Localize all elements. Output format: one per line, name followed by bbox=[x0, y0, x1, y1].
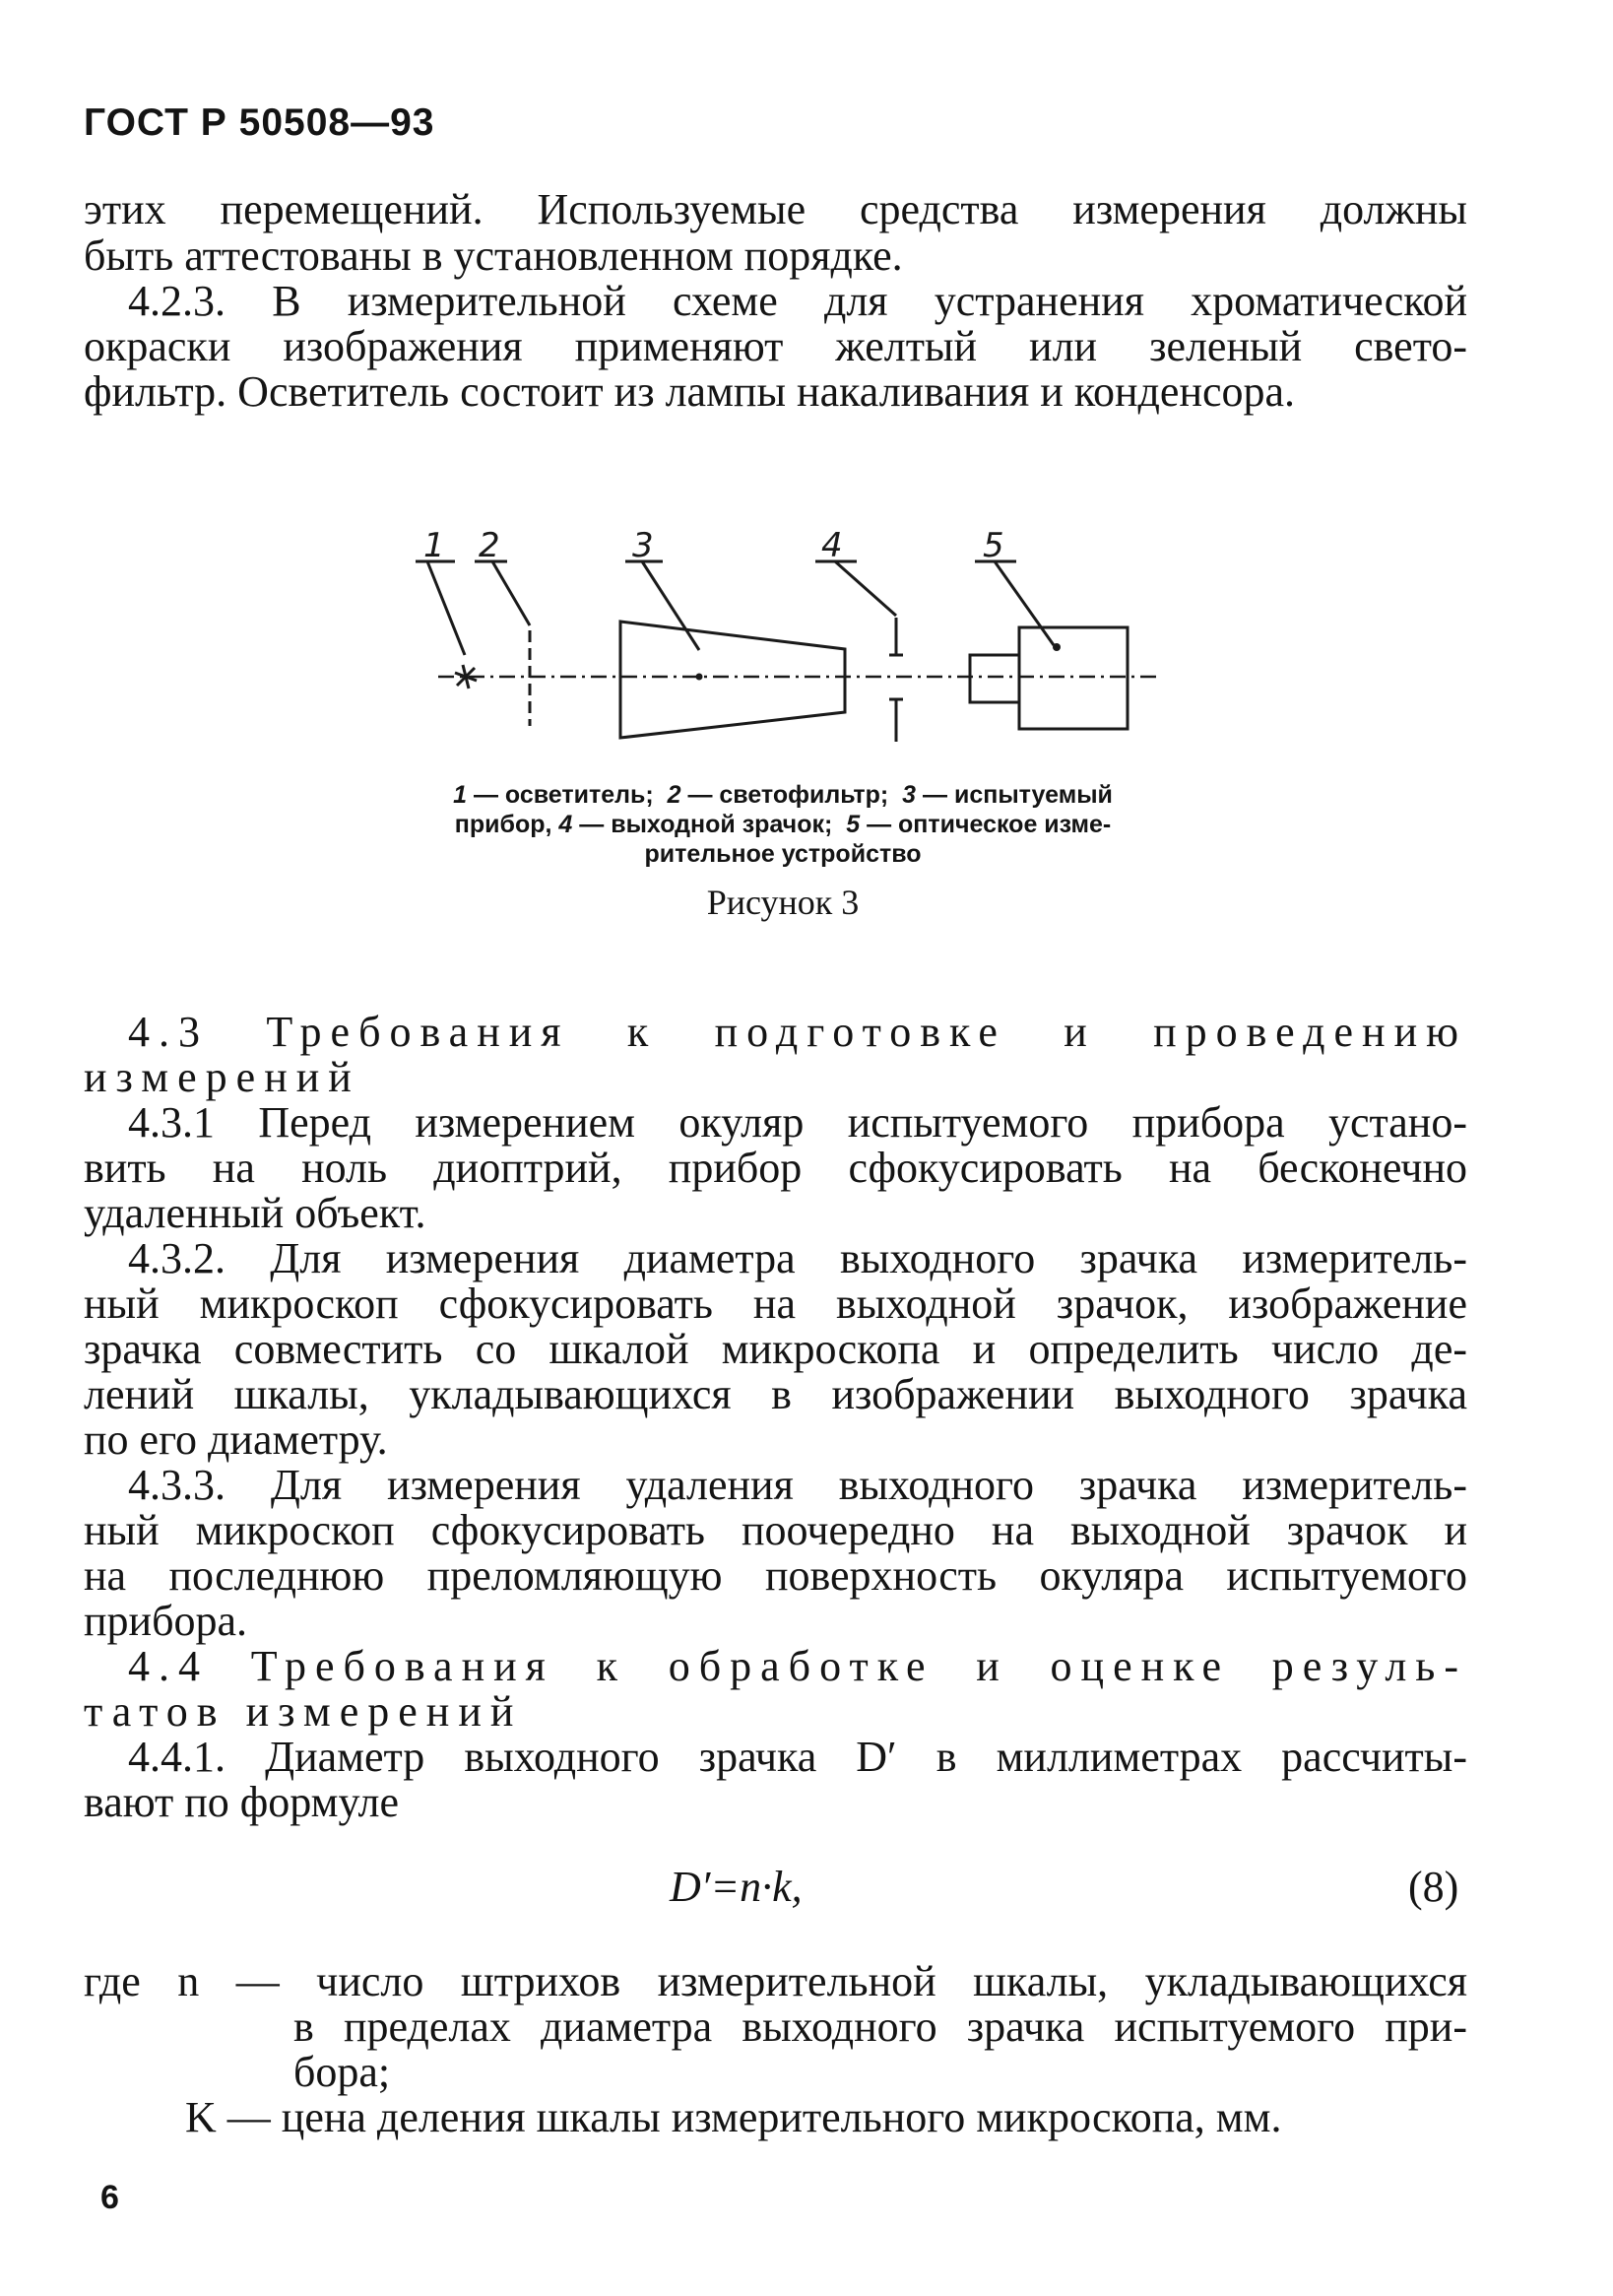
figure-legend-line: рительное устройство bbox=[644, 840, 922, 868]
paragraph-line: окраски изображения применяют желтый или зеленый свето- bbox=[84, 322, 1467, 370]
figure-label-3: 3 bbox=[632, 526, 654, 565]
section-heading: татов измерений bbox=[84, 1687, 523, 1736]
definition-line: где n — число штрихов измерительной шкалы, укладывающихся bbox=[84, 1957, 1467, 2005]
document-header: ГОСТ Р 50508—93 bbox=[84, 101, 435, 144]
legend-number: 1 bbox=[453, 781, 467, 809]
figure-legend-line bbox=[374, 810, 1192, 839]
formula-number: (8) bbox=[1408, 1863, 1459, 1911]
leader-line bbox=[427, 561, 465, 655]
section-heading: измерений bbox=[84, 1053, 360, 1101]
legend-text: — осветитель; bbox=[473, 781, 654, 809]
paragraph-line: 4.3.1 Перед измерением окуляр испытуемого прибора устано- bbox=[128, 1098, 1467, 1147]
definition-line: в пределах диаметра выходного зрачка испытуемого при- bbox=[293, 2002, 1467, 2051]
measuring-device-body bbox=[1019, 627, 1128, 729]
leader-line bbox=[995, 561, 1054, 645]
paragraph-line: вить на ноль диоптрий, прибор сфокусировать на бесконечно bbox=[84, 1144, 1467, 1192]
paragraph-line: 4.3.2. Для измерения диаметра выходного зрачка измеритель- bbox=[128, 1234, 1467, 1282]
figure-caption: Рисунок 3 bbox=[706, 883, 860, 922]
paragraph-line: ный микроскоп сфокусировать на выходной зрачок, изображение bbox=[84, 1279, 1467, 1328]
paragraph-line: по его диаметру. bbox=[84, 1415, 388, 1464]
page-number: 6 bbox=[100, 2179, 119, 2216]
legend-text: — выходной зрачок; bbox=[579, 811, 833, 838]
paragraph-line: лений шкалы, укладывающихся в изображении выходного зрачка bbox=[84, 1370, 1467, 1418]
formula: D′=n·k, bbox=[670, 1863, 803, 1911]
figure-legend-line bbox=[374, 780, 1192, 810]
legend-text: прибор, bbox=[454, 811, 552, 838]
legend-number: 2 bbox=[667, 781, 681, 809]
paragraph-line: ный микроскоп сфокусировать поочередно на выходной зрачок и bbox=[84, 1506, 1467, 1554]
device-center-dot bbox=[1053, 643, 1061, 651]
figure-label-4: 4 bbox=[821, 526, 843, 565]
figure-label-5: 5 bbox=[983, 526, 1004, 565]
legend-text: — светофильтр; bbox=[687, 781, 889, 809]
instrument-center-dot bbox=[696, 674, 703, 681]
paragraph-line: удаленный объект. bbox=[84, 1189, 426, 1237]
tested-instrument-shape bbox=[620, 622, 845, 738]
leader-line bbox=[835, 561, 896, 616]
paragraph-line: вают по формуле bbox=[84, 1778, 400, 1826]
paragraph-line: 4.4.1. Диаметр выходного зрачка D′ в миллиметрах рассчиты- bbox=[128, 1733, 1467, 1781]
paragraph-line: зрачка совместить со шкалой микроскопа и определить число де- bbox=[84, 1325, 1467, 1373]
leader-line bbox=[492, 561, 530, 625]
legend-text: — оптическое изме- bbox=[867, 811, 1112, 838]
paragraph-line: на последнюю преломляющую поверхность окуляра испытуемого bbox=[84, 1551, 1467, 1600]
figure-label-1: 1 bbox=[423, 526, 445, 565]
paragraph-line: этих перемещений. Используемые средства измерения должны bbox=[84, 185, 1467, 233]
optical-scheme-figure bbox=[414, 507, 1182, 773]
paragraph-line: прибора. bbox=[84, 1597, 248, 1645]
paragraph-line: быть аттестованы в установленном порядке. bbox=[84, 231, 903, 280]
legend-number: 3 bbox=[902, 781, 917, 809]
section-heading: 4.4 Требования к обработке и оценке резуль- bbox=[128, 1642, 1467, 1690]
figure-label-2: 2 bbox=[479, 526, 500, 565]
measuring-device-eyepiece bbox=[970, 655, 1019, 702]
section-heading: 4.3 Требования к подготовке и проведению bbox=[128, 1008, 1467, 1056]
legend-number: 5 bbox=[846, 811, 861, 838]
legend-number: 4 bbox=[558, 811, 573, 838]
paragraph-line: фильтр. Осветитель состоит из лампы накаливания и конденсора. bbox=[84, 367, 1296, 416]
definition-line: K — цена деления шкалы измерительного микроскопа, мм. bbox=[185, 2093, 1282, 2141]
definition-line: бора; bbox=[293, 2048, 391, 2096]
leader-line bbox=[642, 561, 699, 650]
paragraph-line: 4.3.3. Для измерения удаления выходного зрачка измеритель- bbox=[128, 1461, 1467, 1509]
paragraph-line: 4.2.3. В измерительной схеме для устранения хроматической bbox=[128, 277, 1467, 325]
legend-text: — испытуемый bbox=[923, 781, 1113, 809]
exit-pupil-symbol bbox=[889, 618, 903, 742]
